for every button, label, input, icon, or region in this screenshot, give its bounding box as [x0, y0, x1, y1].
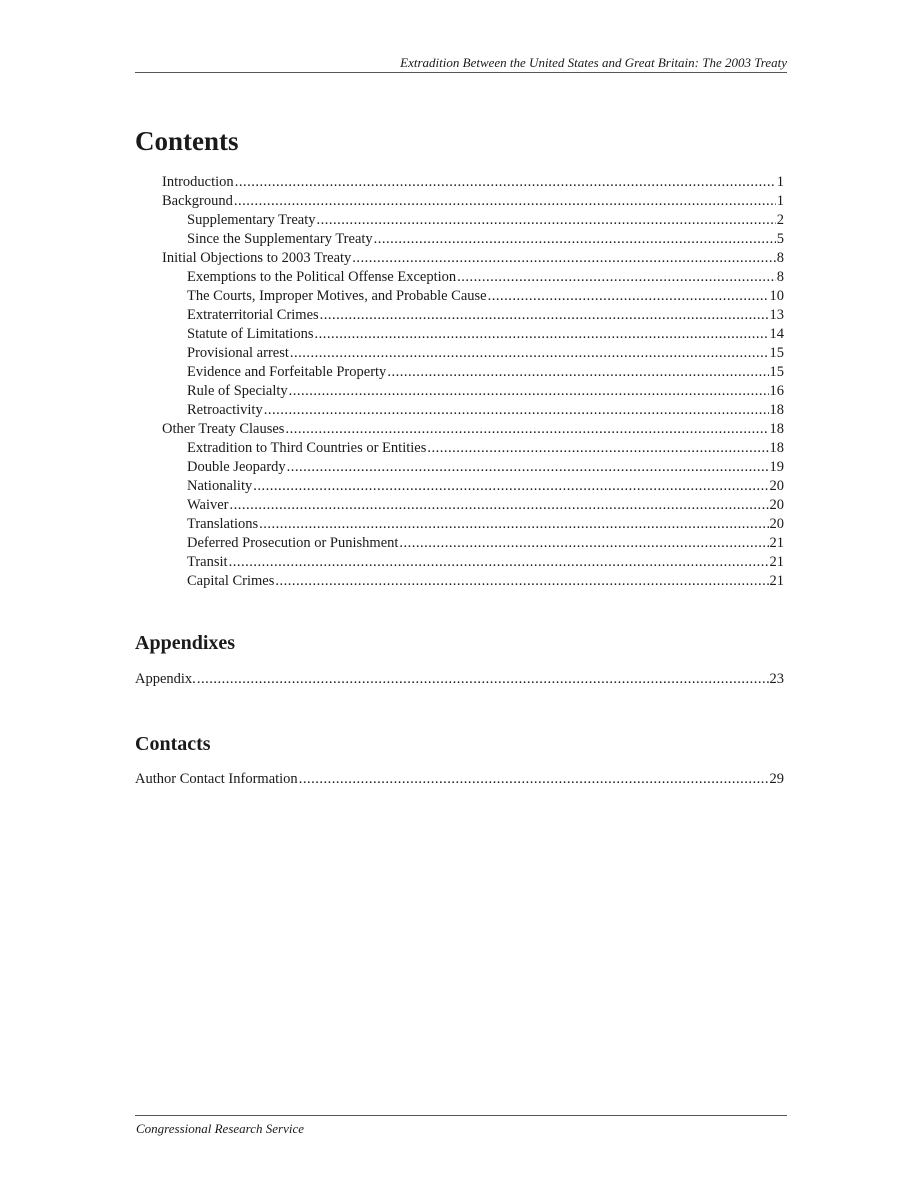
- toc-entry-page-number: 5: [776, 231, 784, 247]
- toc-dot-leader: [314, 325, 768, 344]
- toc-entry-title: Evidence and Forfeitable Property: [187, 364, 387, 380]
- toc-entry-title: Translations: [187, 516, 259, 532]
- toc-entry[interactable]: [135, 477, 784, 496]
- toc-entry[interactable]: [135, 534, 784, 553]
- contents-heading: Contents: [135, 126, 239, 156]
- toc-entry-title: The Courts, Improper Motives, and Probable Cause: [187, 288, 487, 304]
- toc-entry[interactable]: [135, 344, 784, 363]
- toc-entry-page-number: 1: [776, 174, 784, 190]
- toc-entry[interactable]: [135, 401, 784, 420]
- toc-dot-leader: [299, 770, 769, 789]
- toc-dot-leader: [234, 192, 776, 211]
- toc-entry-title: Transit: [187, 554, 228, 570]
- toc-entry-page-number: 18: [769, 402, 784, 418]
- toc-entry-page-number: 23: [769, 671, 784, 687]
- toc-dot-leader: [387, 363, 768, 382]
- toc-entry-page-number: 16: [769, 383, 784, 399]
- toc-entry-page-number: 21: [769, 554, 784, 570]
- toc-entry-page-number: 19: [769, 459, 784, 475]
- toc-dot-leader: [285, 420, 768, 439]
- toc-entry-page-number: 1: [776, 193, 784, 209]
- toc-entry-title: Double Jeopardy: [187, 459, 286, 475]
- toc-dot-leader: [253, 477, 768, 496]
- toc-entry-page-number: 20: [769, 516, 784, 532]
- toc-entry-title: Background: [162, 193, 233, 209]
- toc-entry-title: Nationality: [187, 478, 253, 494]
- toc-dot-leader: [457, 268, 776, 287]
- toc-entry[interactable]: [135, 572, 784, 591]
- toc-entry-title: Rule of Specialty: [187, 383, 288, 399]
- toc-entry-page-number: 14: [769, 326, 784, 342]
- toc-dot-leader: [320, 306, 769, 325]
- toc-entry-title: Appendix.: [135, 671, 196, 687]
- footer-divider: [135, 1115, 787, 1116]
- toc-entry[interactable]: [135, 670, 784, 689]
- toc-entry-page-number: 18: [769, 440, 784, 456]
- toc-dot-leader: [259, 515, 768, 534]
- toc-entry-page-number: 15: [769, 364, 784, 380]
- toc-entry-page-number: 21: [769, 573, 784, 589]
- running-footer: Congressional Research Service: [136, 1121, 304, 1136]
- toc-entry[interactable]: [135, 287, 784, 306]
- toc-entry-page-number: 8: [776, 250, 784, 266]
- toc-dot-leader: [352, 249, 775, 268]
- toc-entry-title: Supplementary Treaty: [187, 212, 316, 228]
- toc-dot-leader: [275, 572, 768, 591]
- toc-entry[interactable]: [135, 230, 784, 249]
- toc-entry-page-number: 20: [769, 497, 784, 513]
- toc-entry-title: Extraterritorial Crimes: [187, 307, 319, 323]
- toc-entry[interactable]: [135, 363, 784, 382]
- toc-entry-page-number: 2: [776, 212, 784, 228]
- toc-dot-leader: [290, 344, 769, 363]
- toc-entry[interactable]: [135, 420, 784, 439]
- toc-entry-title: Extradition to Third Countries or Entities: [187, 440, 427, 456]
- toc-entry-title: Retroactivity: [187, 402, 263, 418]
- toc-dot-leader: [399, 534, 768, 553]
- toc-entry[interactable]: [135, 439, 784, 458]
- toc-entry-title: Introduction: [162, 174, 234, 190]
- toc-dot-leader: [427, 439, 768, 458]
- toc-entry-page-number: 10: [769, 288, 784, 304]
- toc-entry[interactable]: [135, 306, 784, 325]
- toc-entry-title: Exemptions to the Political Offense Exception: [187, 269, 457, 285]
- toc-dot-leader: [229, 553, 769, 572]
- toc-entry-title: Waiver: [187, 497, 229, 513]
- toc-dot-leader: [235, 173, 776, 192]
- toc-entry[interactable]: [135, 553, 784, 572]
- toc-dot-leader: [488, 287, 769, 306]
- toc-entry-page-number: 13: [769, 307, 784, 323]
- toc-dot-leader: [316, 211, 775, 230]
- toc-entry[interactable]: [135, 325, 784, 344]
- appendixes-heading: Appendixes: [135, 632, 236, 654]
- toc-entry-title: Initial Objections to 2003 Treaty: [162, 250, 352, 266]
- toc-entry-title: Other Treaty Clauses: [162, 421, 285, 437]
- toc-entry[interactable]: [135, 458, 784, 477]
- toc-entry-page-number: 18: [769, 421, 784, 437]
- toc-entry-page-number: 21: [769, 535, 784, 551]
- toc-entry-page-number: 29: [769, 771, 784, 787]
- toc-entry[interactable]: [135, 268, 784, 287]
- toc-entry-title: Capital Crimes: [187, 573, 275, 589]
- contacts-heading: Contacts: [135, 733, 211, 755]
- toc-entry[interactable]: [135, 496, 784, 515]
- toc-dot-leader: [264, 401, 769, 420]
- toc-dot-leader: [197, 670, 769, 689]
- header-divider: [135, 72, 787, 73]
- contents-list: [135, 173, 784, 591]
- toc-entry-page-number: 15: [769, 345, 784, 361]
- toc-entry-title: Since the Supplementary Treaty: [187, 231, 373, 247]
- toc-entry-page-number: 8: [776, 269, 784, 285]
- toc-entry[interactable]: [135, 192, 784, 211]
- toc-entry[interactable]: [135, 173, 784, 192]
- toc-dot-leader: [230, 496, 769, 515]
- toc-entry-page-number: 20: [769, 478, 784, 494]
- toc-dot-leader: [289, 382, 769, 401]
- toc-entry[interactable]: [135, 249, 784, 268]
- appendixes-list: [135, 670, 784, 689]
- toc-entry[interactable]: [135, 770, 784, 789]
- toc-dot-leader: [374, 230, 776, 249]
- toc-entry[interactable]: [135, 211, 784, 230]
- running-header: Extradition Between the United States and Great Britain: The 2003 Treaty: [400, 55, 787, 70]
- toc-entry[interactable]: [135, 515, 784, 534]
- toc-entry-title: Statute of Limitations: [187, 326, 314, 342]
- toc-entry-title: Deferred Prosecution or Punishment: [187, 535, 399, 551]
- toc-entry-title: Provisional arrest: [187, 345, 289, 361]
- toc-entry[interactable]: [135, 382, 784, 401]
- toc-dot-leader: [287, 458, 769, 477]
- contacts-list: [135, 770, 784, 789]
- toc-entry-title: Author Contact Information: [135, 771, 298, 787]
